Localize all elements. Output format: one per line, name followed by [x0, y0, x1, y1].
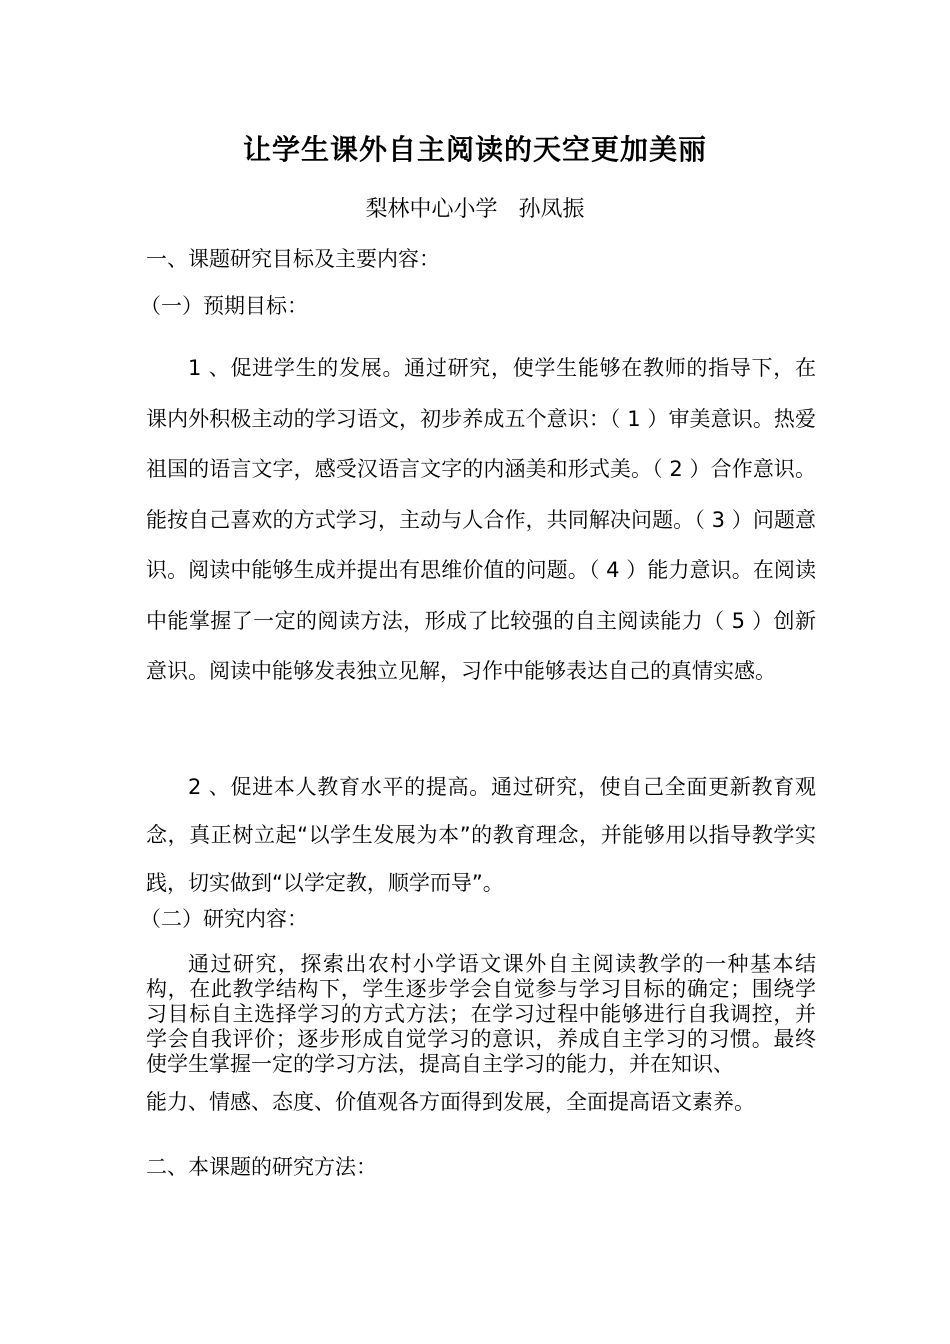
paragraph-goal-2: 2 、促进本人教育水平的提高。通过研究，使自己全面更新教育观念，真正树立起“以学生发展为本”的教育理念，并能够用以指导教学实践，切实做到“以学定教，顺学而导”。	[146, 775, 816, 895]
paragraph-goal-1: 1 、促进学生的发展。通过研究，使学生能够在教师的指导下，在课内外积极主动的学习语文，初步养成五个意识：（ 1 ）审美意识。热爱祖国的语言文字，感受汉语言文字的内涵美和形式美。（ 2 ）合作意识。能按自己喜欢的方式学习，主动与人合作，共同解决问题。（ 3 ）问题意识。阅读中能够生成并提出有思维价值的问题。（ 4 ）能力意识。在阅读中能掌握了一定的阅读方法，形成了比较强的自主阅读能力（ 5 ）创新意识。阅读中能够发表独立见解，习作中能够表达自己的真情实感。	[146, 356, 816, 683]
subsection-heading-goals: （一）预期目标：	[140, 294, 308, 318]
section-heading-2: 二、本课题的研究方法：	[146, 1155, 377, 1179]
subsection-heading-content: （二）研究内容：	[140, 907, 308, 931]
paragraph-research-content-tail: 能力、情感、态度、价值观各方面得到发展，全面提高语文素养。	[146, 1090, 755, 1114]
section-heading-1: 一、课题研究目标及主要内容：	[146, 247, 440, 271]
author-line: 梨林中心小学 孙凤振	[365, 197, 585, 222]
paragraph-research-content: 通过研究，探索出农村小学语文课外自主阅读教学的一种基本结构，在此教学结构下，学生逐步学会自觉参与学习目标的确定；围绕学习目标自主选择学习的方式方法；在学习过程中能够进行自我调控，并学会自我评价；逐步形成自觉学习的意识，养成自主学习的习惯。最终使学生掌握一定的学习方法，提高自主学习的能力，并在知识、	[146, 952, 816, 1076]
document-title: 让学生课外自主阅读的天空更加美丽	[242, 133, 707, 166]
